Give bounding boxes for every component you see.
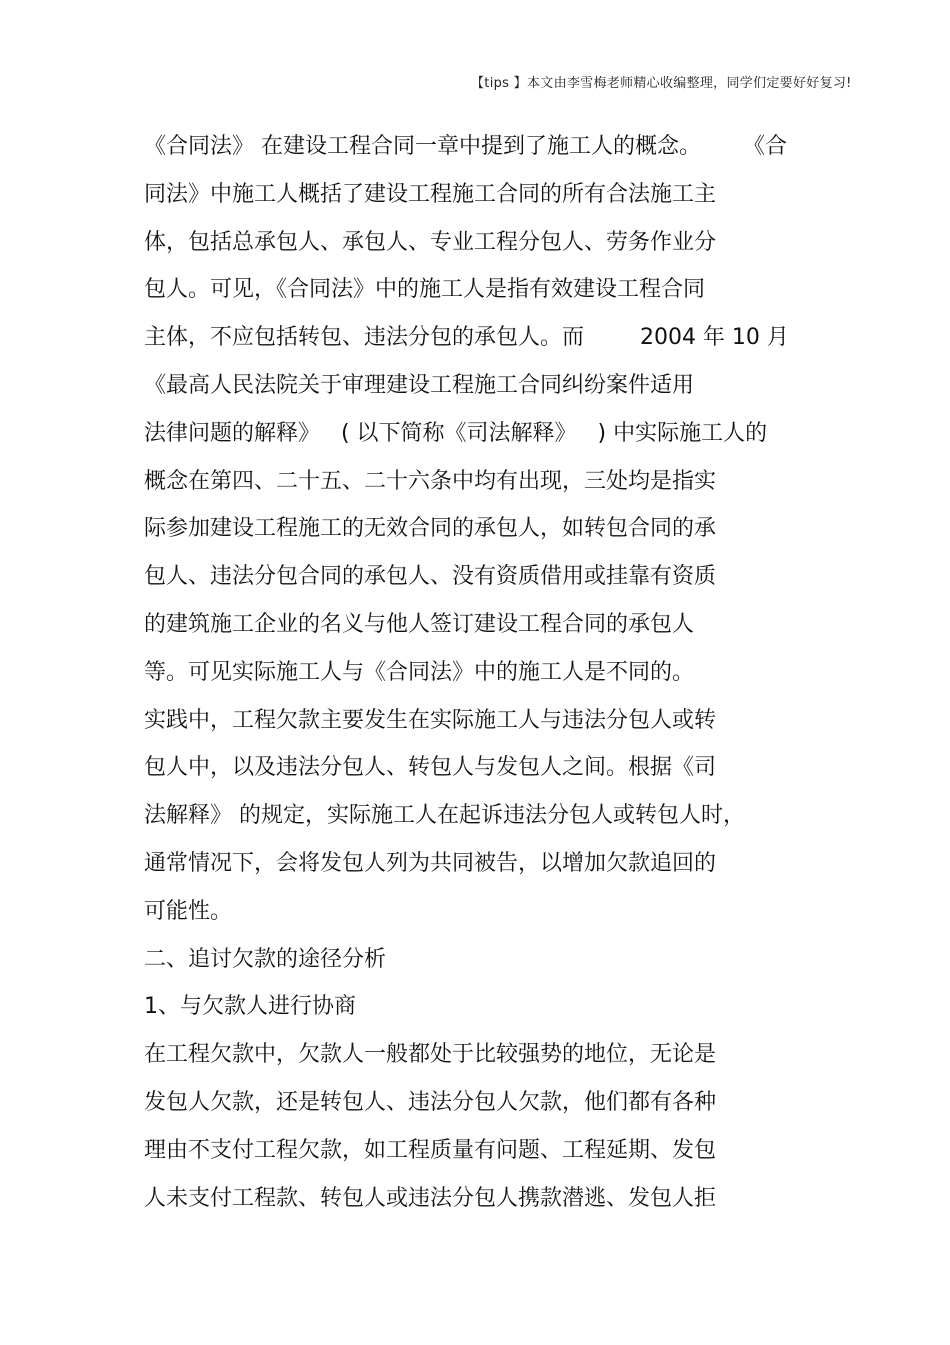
text-line: 法解释》 的规定，实际施工人在起诉违法分包人或转包人时，	[144, 803, 745, 829]
text-line: 在工程欠款中，欠款人一般都处于比较强势的地位，无论是	[144, 1042, 717, 1068]
text-line: 《最高人民法院关于审理建设工程施工合同纠纷案件适用	[144, 372, 695, 398]
text-line: 实践中，工程欠款主要发生在实际施工人与违法分包人或转	[144, 707, 717, 733]
text-line: 的建筑施工企业的名义与他人签订建设工程合同的承包人	[144, 611, 695, 637]
text-line: 概念在第四、二十五、二十六条中均有出现，三处均是指实	[144, 468, 717, 494]
section-heading: 二、追讨欠款的途径分析	[144, 946, 387, 972]
text-line: 人未支付工程款、转包人或违法分包人携款潜逃、发包人拒	[144, 1185, 717, 1211]
text-line: 主体，不应包括转包、违法分包的承包人。而 2004 年 10 月	[144, 325, 789, 351]
text-line: 际参加建设工程施工的无效合同的承包人，如转包合同的承	[144, 516, 717, 542]
text-line: 理由不支付工程欠款，如工程质量有问题、工程延期、发包	[144, 1137, 717, 1163]
text-line: 包人中，以及违法分包人、转包人与发包人之间。根据《司	[144, 755, 717, 781]
header-tip-note: 【tips 】本文由李雪梅老师精心收编整理，同学们定要好好复习!	[471, 76, 852, 91]
text-line: 包人、违法分包合同的承包人、没有资质借用或挂靠有资质	[144, 564, 717, 590]
text-line: 同法》中施工人概括了建设工程施工合同的所有合法施工主	[144, 181, 717, 207]
subsection-heading: 1、与欠款人进行协商	[144, 994, 356, 1020]
text-line: 发包人欠款，还是转包人、违法分包人欠款，他们都有各种	[144, 1089, 717, 1115]
text-line: 通常情况下，会将发包人列为共同被告，以增加欠款追回的	[144, 850, 717, 876]
document-body	[144, 123, 824, 1222]
text-line: 体，包括总承包人、承包人、专业工程分包人、劳务作业分	[144, 229, 717, 255]
text-line: 法律问题的解释》 ( 以下简称《司法解释》 ) 中实际施工人的	[144, 420, 768, 446]
text-line: 等。可见实际施工人与《合同法》中的施工人是不同的。	[144, 659, 695, 685]
text-line: 可能性。	[144, 898, 233, 924]
text-line: 《合同法》 在建设工程合同一章中提到了施工人的概念。 《合	[144, 134, 787, 159]
text-line: 包人。可见，《合同法》中的施工人是指有效建设工程合同	[144, 277, 706, 303]
